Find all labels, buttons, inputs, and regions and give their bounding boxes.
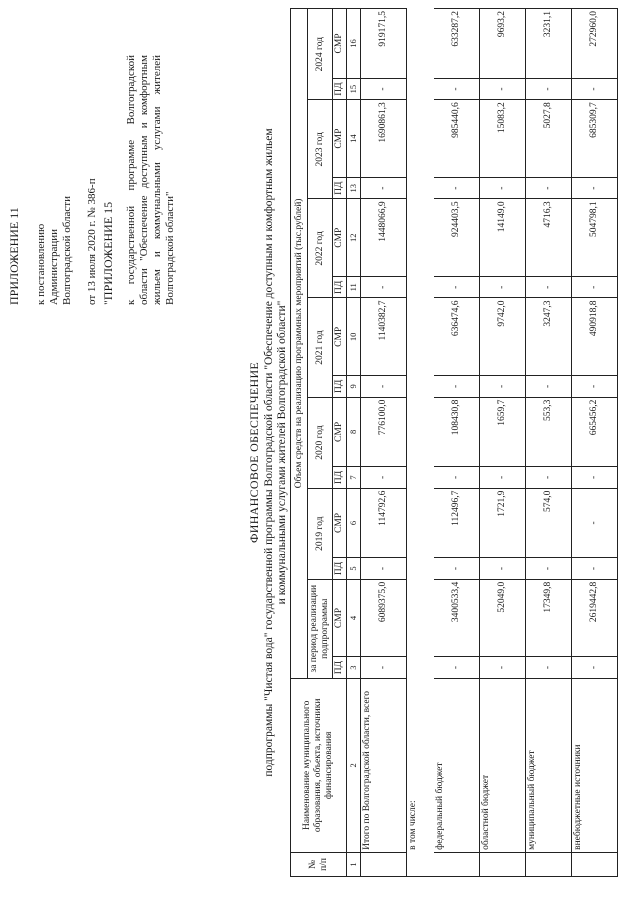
- row-name: муниципальный бюджет: [526, 678, 572, 852]
- row-number: [572, 852, 618, 876]
- column-index-cell: 16: [347, 9, 361, 79]
- value-cell: 665456,2: [572, 397, 618, 467]
- header-year-2023: 2023 год: [308, 100, 333, 199]
- document-title: ФИНАНСОВОЕ ОБЕСПЕЧЕНИЕ: [247, 361, 261, 544]
- row-number: [480, 852, 526, 876]
- value-cell: -: [480, 376, 526, 397]
- header-volume: Объем средств на реализацию программных мероприятий (тыс.рублей): [291, 9, 308, 679]
- annex-11-date: от 13 июля 2020 г. № 386-п: [86, 178, 98, 305]
- column-index-cell: 1: [347, 852, 361, 876]
- row-name: в том числе:: [407, 9, 434, 853]
- value-cell: -: [361, 558, 407, 579]
- column-index-cell: 2: [347, 678, 361, 852]
- value-cell: -: [572, 177, 618, 198]
- annex-11-line: Администрации: [48, 228, 60, 305]
- row-number: [434, 852, 480, 876]
- value-cell: 553,3: [526, 397, 572, 467]
- value-cell: 1140382,7: [361, 298, 407, 376]
- column-index-cell: 12: [347, 199, 361, 277]
- value-cell: -: [572, 488, 618, 558]
- document-subtitle-line-2: и коммунальными услугами жителей Волгоградской области": [276, 300, 288, 605]
- value-cell: 636474,6: [434, 298, 480, 376]
- column-index-cell: 14: [347, 100, 361, 178]
- header-smr: СМР: [333, 199, 347, 277]
- funding-table: [290, 8, 618, 877]
- value-cell: -: [434, 78, 480, 99]
- annex-11-line: к постановлению: [35, 223, 47, 305]
- table-row: [572, 9, 618, 877]
- value-cell: 685309,7: [572, 100, 618, 178]
- value-cell: -: [572, 277, 618, 298]
- value-cell: 52049,0: [480, 579, 526, 657]
- header-pd: ПД: [333, 657, 347, 678]
- value-cell: 1690861,3: [361, 100, 407, 178]
- value-cell: 9742,0: [480, 298, 526, 376]
- header-smr: СМР: [333, 100, 347, 178]
- table-row: [434, 9, 480, 877]
- table-row: [526, 9, 572, 877]
- header-year-2019: 2019 год: [308, 488, 333, 579]
- column-index-cell: 5: [347, 558, 361, 579]
- column-index-cell: 11: [347, 277, 361, 298]
- header-period: за период реализации подпрограммы: [308, 579, 333, 678]
- value-cell: -: [434, 558, 480, 579]
- row-name: Итого по Волгоградской области, всего: [361, 678, 407, 852]
- value-cell: -: [361, 277, 407, 298]
- value-cell: -: [572, 376, 618, 397]
- column-index-cell: 8: [347, 397, 361, 467]
- column-index-row: [347, 9, 361, 877]
- row-number: [526, 852, 572, 876]
- row-name: внебюджетные источники: [572, 678, 618, 852]
- value-cell: 3231,1: [526, 9, 572, 79]
- value-cell: 9693,2: [480, 9, 526, 79]
- column-index-cell: 9: [347, 376, 361, 397]
- header-num: № п/п: [291, 852, 347, 876]
- value-cell: -: [434, 657, 480, 678]
- value-cell: 490918,8: [572, 298, 618, 376]
- value-cell: 4716,3: [526, 199, 572, 277]
- row-name: федеральный бюджет: [434, 678, 480, 852]
- header-pd: ПД: [333, 177, 347, 198]
- value-cell: 15083,2: [480, 100, 526, 178]
- header-pd: ПД: [333, 558, 347, 579]
- value-cell: 272960,0: [572, 9, 618, 79]
- value-cell: 985440,6: [434, 100, 480, 178]
- row-name: областной бюджет: [480, 678, 526, 852]
- header-name: Наименование муниципального образования, объекта, источники финансирования: [291, 678, 347, 852]
- value-cell: 919171,5: [361, 9, 407, 79]
- table-row: [407, 9, 434, 877]
- value-cell: -: [480, 177, 526, 198]
- value-cell: 1659,7: [480, 397, 526, 467]
- annex-15-text: к государственной программе Волгоградской области "Обеспечение доступным и комфортным жильем и коммунальными услугами жителей Волгоградской области": [125, 55, 176, 305]
- value-cell: -: [526, 277, 572, 298]
- header-year-2022: 2022 год: [308, 199, 333, 298]
- value-cell: 574,0: [526, 488, 572, 558]
- value-cell: -: [526, 657, 572, 678]
- header-year-2020: 2020 год: [308, 397, 333, 488]
- value-cell: -: [572, 467, 618, 488]
- value-cell: 776100,0: [361, 397, 407, 467]
- value-cell: -: [361, 376, 407, 397]
- header-pd: ПД: [333, 78, 347, 99]
- value-cell: 633287,2: [434, 9, 480, 79]
- column-index-cell: 15: [347, 78, 361, 99]
- value-cell: 504798,1: [572, 199, 618, 277]
- value-cell: -: [434, 376, 480, 397]
- table-body: [361, 9, 618, 877]
- column-index-cell: 13: [347, 177, 361, 198]
- value-cell: -: [572, 657, 618, 678]
- value-cell: 14149,0: [480, 199, 526, 277]
- value-cell: -: [480, 277, 526, 298]
- document-subtitle-line-1: подпрограммы "Чистая вода" государственной программы Волгоградской области "Обеспечение доступным и комфортным жильем: [263, 128, 275, 777]
- value-cell: 924403,5: [434, 199, 480, 277]
- value-cell: -: [434, 277, 480, 298]
- value-cell: -: [572, 558, 618, 579]
- value-cell: 5027,8: [526, 100, 572, 178]
- column-index-cell: 7: [347, 467, 361, 488]
- value-cell: 1448066,9: [361, 199, 407, 277]
- value-cell: 112496,7: [434, 488, 480, 558]
- value-cell: -: [480, 78, 526, 99]
- value-cell: -: [361, 78, 407, 99]
- annex-11-title: ПРИЛОЖЕНИЕ 11: [7, 207, 21, 305]
- column-index-cell: 3: [347, 657, 361, 678]
- value-cell: 1721,9: [480, 488, 526, 558]
- annex-15-title: "ПРИЛОЖЕНИЕ 15: [101, 201, 115, 305]
- column-index-cell: 4: [347, 579, 361, 657]
- header-year-2021: 2021 год: [308, 298, 333, 397]
- value-cell: -: [480, 558, 526, 579]
- value-cell: 2619442,8: [572, 579, 618, 657]
- value-cell: -: [526, 558, 572, 579]
- header-year-2024: 2024 год: [308, 9, 333, 100]
- value-cell: -: [572, 78, 618, 99]
- value-cell: -: [526, 376, 572, 397]
- row-number: [407, 852, 434, 876]
- annex-11-block: [8, 178, 99, 305]
- value-cell: 3400533,4: [434, 579, 480, 657]
- header-smr: СМР: [333, 298, 347, 376]
- value-cell: -: [480, 657, 526, 678]
- column-index-cell: 6: [347, 488, 361, 558]
- header-pd: ПД: [333, 467, 347, 488]
- column-index-cell: 10: [347, 298, 361, 376]
- table-row: [480, 9, 526, 877]
- header-smr: СМР: [333, 488, 347, 558]
- value-cell: 114792,6: [361, 488, 407, 558]
- value-cell: -: [361, 177, 407, 198]
- value-cell: 6089375,0: [361, 579, 407, 657]
- header-pd: ПД: [333, 277, 347, 298]
- table-row: [361, 9, 407, 877]
- value-cell: -: [434, 177, 480, 198]
- annex-11-line: Волгоградской области: [61, 196, 73, 305]
- value-cell: -: [480, 467, 526, 488]
- value-cell: 17349,8: [526, 579, 572, 657]
- row-number: [361, 852, 407, 876]
- header-smr: СМР: [333, 9, 347, 79]
- value-cell: -: [361, 467, 407, 488]
- header-smr: СМР: [333, 397, 347, 467]
- header-smr: СМР: [333, 579, 347, 657]
- value-cell: -: [526, 467, 572, 488]
- value-cell: -: [361, 657, 407, 678]
- value-cell: 3247,3: [526, 298, 572, 376]
- value-cell: 108430,8: [434, 397, 480, 467]
- annex-15-block: [102, 55, 177, 305]
- value-cell: -: [434, 467, 480, 488]
- header-pd: ПД: [333, 376, 347, 397]
- value-cell: -: [526, 177, 572, 198]
- value-cell: -: [526, 78, 572, 99]
